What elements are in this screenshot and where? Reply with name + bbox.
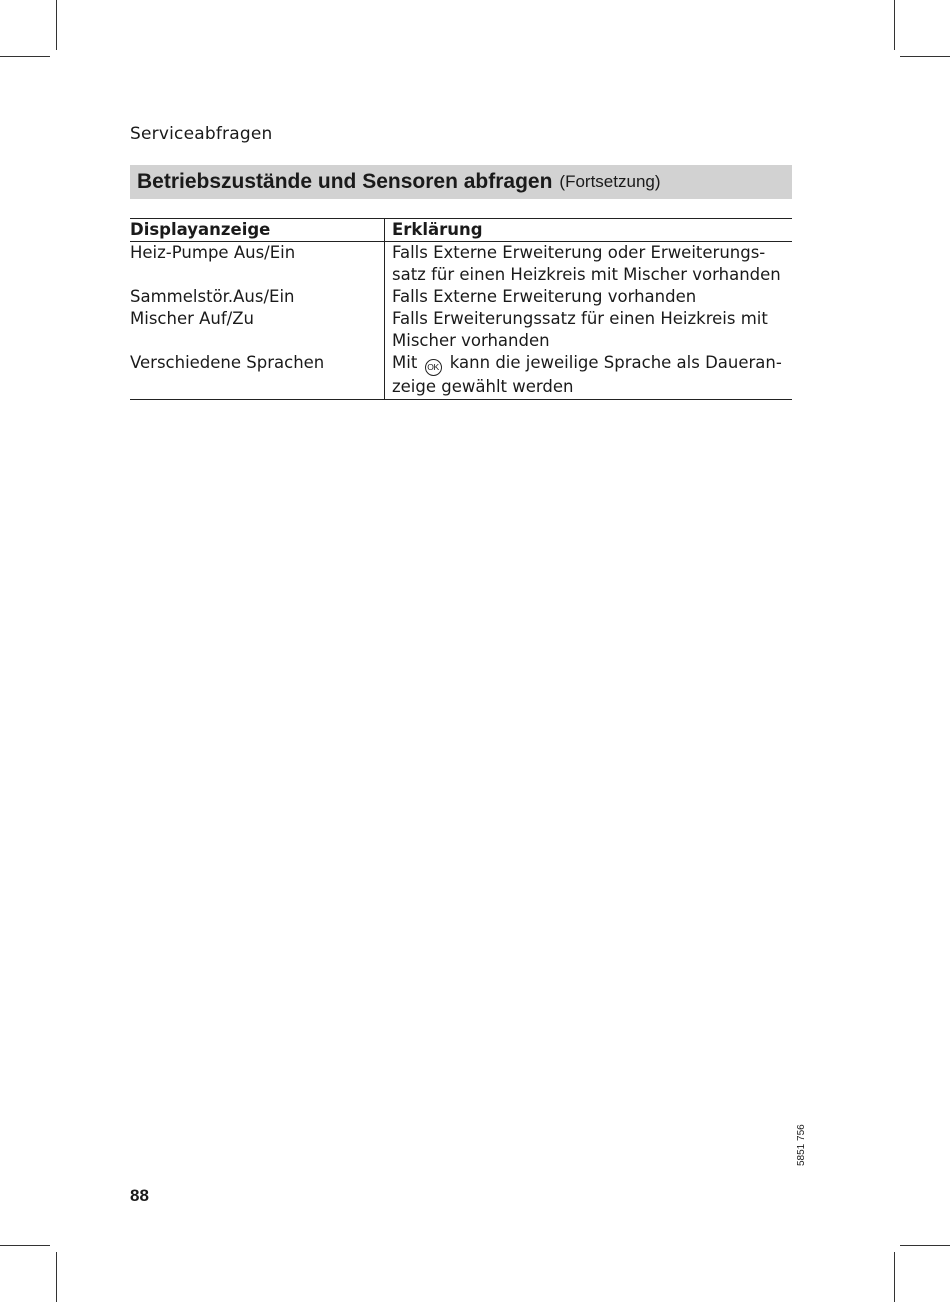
display-cell: Verschiedene Sprachen — [130, 352, 385, 399]
table-row — [130, 242, 792, 287]
explanation-cell — [385, 308, 793, 352]
document-number: 5851 756 — [796, 1124, 807, 1166]
title-bar — [130, 165, 792, 199]
crop-mark — [0, 1245, 50, 1246]
crop-mark — [894, 1252, 895, 1302]
display-cell: Mischer Auf/Zu — [130, 309, 254, 328]
explanation-line: satz für einen Heizkreis mit Mischer vorhanden — [392, 265, 781, 284]
table-row — [130, 308, 792, 352]
explanation-line — [392, 352, 792, 376]
explanation-line: zeige gewählt werden — [392, 376, 574, 396]
display-cell: Heiz-Pumpe Aus/Ein — [130, 243, 296, 262]
explanation-line: Falls Erweiterungssatz für einen Heizkreis mit — [392, 309, 768, 328]
page-subtitle: (Fortsetzung) — [559, 172, 661, 191]
explanation-cell — [385, 242, 793, 287]
section-header: Serviceabfragen — [130, 124, 273, 144]
column-header: Displayanzeige — [130, 219, 385, 242]
display-cell: Sammelstör.Aus/Ein — [130, 287, 295, 306]
ok-button-icon: OK — [425, 359, 442, 376]
info-table — [130, 218, 792, 400]
crop-mark — [56, 0, 57, 50]
explanation-prefix: Mit — [392, 353, 418, 372]
crop-mark — [900, 1245, 950, 1246]
table-row — [130, 286, 792, 308]
explanation-line: Mischer vorhanden — [392, 331, 550, 350]
explanation-suffix: kann die jeweilige Sprache als Daueran- — [449, 353, 782, 372]
explanation-line: Falls Externe Erweiterung vorhanden — [392, 287, 697, 306]
page-number: 88 — [130, 1186, 149, 1205]
crop-mark — [894, 0, 895, 50]
crop-mark — [56, 1252, 57, 1302]
crop-mark — [900, 56, 950, 57]
table-row — [130, 352, 792, 399]
column-header: Erklärung — [385, 219, 793, 242]
crop-mark — [0, 56, 50, 57]
explanation-cell — [385, 352, 793, 399]
explanation-cell — [385, 286, 793, 308]
explanation-line: Falls Externe Erweiterung oder Erweiterungs- — [392, 243, 766, 262]
page-title: Betriebszustände und Sensoren abfragen — [137, 170, 553, 193]
table-header-row — [130, 219, 792, 242]
